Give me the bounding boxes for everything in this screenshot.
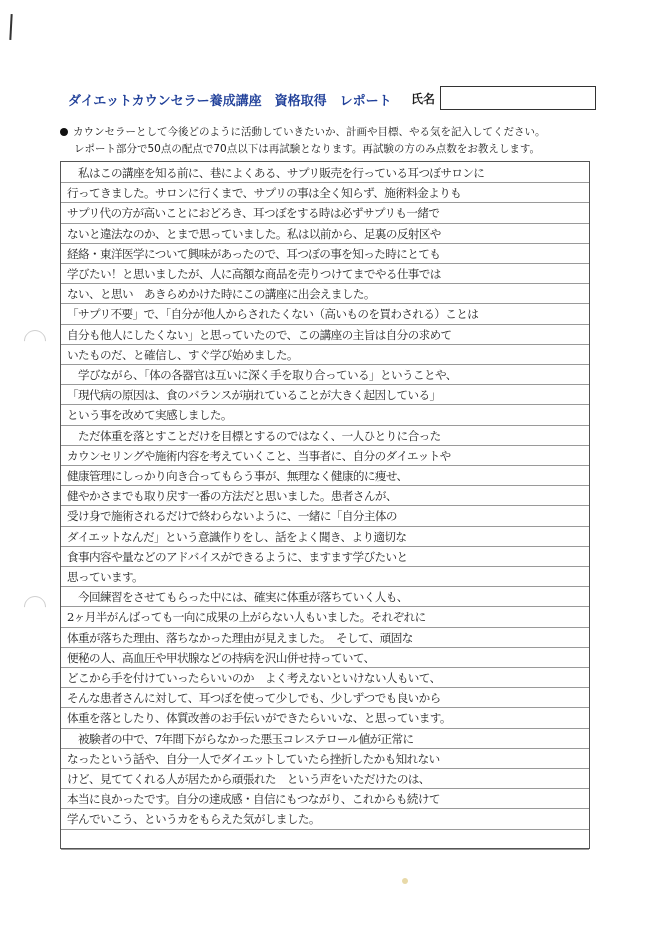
report-line: 自分も他人にしたくない」と思っていたので、この講座の主旨は自分の求めて bbox=[67, 327, 452, 342]
ruled-line bbox=[61, 829, 589, 830]
report-line: ダイエットなんだ」という意識作りをし、話をよく聞き、より適切な bbox=[67, 529, 407, 544]
report-line: そんな患者さんに対して、耳つぼを使って少しでも、少しずつでも良いから bbox=[67, 691, 441, 706]
report-line: 便秘の人、高血圧や甲状腺などの持病を沢山併せ持っていて、 bbox=[67, 650, 375, 665]
ruled-line bbox=[61, 485, 589, 486]
ruled-line bbox=[61, 687, 589, 688]
report-line: 思っています。 bbox=[67, 570, 144, 584]
report-line: ないと違法なのか、とまで思っていました。私は以前から、足裏の反射区や bbox=[67, 226, 441, 241]
name-field[interactable] bbox=[440, 86, 596, 110]
report-header bbox=[68, 86, 598, 114]
ruled-line bbox=[61, 627, 589, 628]
report-line: 健やかさまでも取り戻す一番の方法だと思いました。患者さんが、 bbox=[67, 489, 397, 504]
report-line: 学んでいこう、というカをもらえた気がしました。 bbox=[67, 812, 320, 827]
report-line: ない、と思い あきらめかけた時にこの講座に出会えました。 bbox=[67, 287, 375, 302]
report-line: なったという話や、自分一人でダイエットしていたら挫折したかも知れない bbox=[67, 751, 440, 766]
report-line: 行ってきました。サロンに行くまで、サプリの事は全く知らず、施術料金よりも bbox=[67, 186, 462, 201]
punch-hole-top bbox=[19, 325, 50, 356]
report-line: 食事内容や量などのアドバイスができるように、ますます学びたいと bbox=[67, 549, 408, 564]
ruled-line bbox=[61, 243, 589, 244]
ruled-line bbox=[61, 283, 589, 284]
ruled-line bbox=[61, 182, 589, 183]
instructions-line-1 bbox=[60, 124, 620, 141]
report-line: 本当に良かったです。自分の達成感・自信にもつながり、これからも続けて bbox=[67, 792, 440, 807]
punch-hole-bottom bbox=[19, 591, 50, 622]
ruled-line bbox=[61, 606, 589, 607]
ruled-line bbox=[61, 303, 589, 304]
report-line: 被験者の中で、7年間下がらなかった悪玉コレステロール値が正常に bbox=[67, 731, 414, 746]
report-line: ただ体重を落とすことだけを目標とするのではなく、一人ひとりに合った bbox=[67, 428, 441, 443]
ruled-line bbox=[61, 364, 589, 365]
ruled-line bbox=[61, 384, 589, 385]
ruled-line bbox=[61, 566, 589, 567]
ruled-line bbox=[61, 667, 589, 668]
report-line: という事を改めて実感しました。 bbox=[67, 408, 232, 423]
report-line: どこから手を付けていったらいいのか よく考えないといけない人もいて、 bbox=[67, 671, 441, 685]
report-line: けど、見ててくれる人が居たから頑張れた という声をいただけたのは、 bbox=[67, 772, 430, 786]
ruled-line bbox=[61, 768, 589, 769]
report-line: 受け身で施術されるだけで終わらないように、一緒に「自分主体の bbox=[67, 509, 397, 524]
report-line: カウンセリングや施術内容を考えていくこと、当事者に、自分のダイエットや bbox=[67, 448, 451, 463]
ruled-line bbox=[61, 505, 589, 506]
ruled-line bbox=[61, 404, 589, 405]
ruled-line bbox=[61, 445, 589, 446]
ruled-line bbox=[61, 728, 589, 729]
instructions-text-1: カウンセラーとして今後どのように活動していきたいか、計画や目標、やる気を記入してください。 bbox=[73, 126, 546, 138]
ruled-line bbox=[61, 425, 589, 426]
report-line: いたものだ、と確信し、すぐ学び始めました。 bbox=[67, 347, 298, 362]
ruled-line bbox=[61, 324, 589, 325]
ruled-line bbox=[61, 788, 589, 789]
report-line: 「サプリ不要」で、「自分が他人からされたくない（高いものを買わされる）ことは bbox=[67, 307, 479, 322]
report-line: 今回練習をさせてもらった中には、確実に体重が落ちていく人も、 bbox=[67, 590, 408, 605]
ruled-line bbox=[61, 223, 589, 224]
report-writing-area[interactable] bbox=[60, 161, 590, 849]
ruled-line bbox=[61, 546, 589, 547]
report-line: 私はこの講座を知る前に、巷によくある、サプリ販売を行っている耳つぼサロンに bbox=[67, 166, 485, 180]
instructions bbox=[60, 124, 620, 158]
instructions-line-2: レポート部分で50点の配点で70点以下は再試験となります。再試験の方のみ点数をお教えします。 bbox=[74, 143, 541, 155]
ruled-line bbox=[61, 586, 589, 587]
ruled-line bbox=[61, 202, 589, 203]
paper-stain bbox=[402, 878, 408, 884]
report-line: 経絡・東洋医学について興味があったので、耳つぼの事を知った時にとても bbox=[67, 246, 441, 261]
report-title: ダイエットカウンセラー養成講座 資格取得 レポート bbox=[68, 94, 392, 109]
report-line: 学びたい！と思いましたが、人に高額な商品を売りつけてまでやる仕事では bbox=[67, 267, 441, 281]
name-label: 氏名 bbox=[411, 92, 436, 106]
report-line: 体重を落としたり、体質改善のお手伝いができたらいいな、と思っています。 bbox=[67, 711, 451, 726]
corner-mark bbox=[9, 14, 12, 40]
ruled-line bbox=[61, 526, 589, 527]
report-line: 「現代病の原因は、食のバランスが崩れていることが大きく起因している」 bbox=[67, 388, 441, 403]
report-line: サプリ代の方が高いことにおどろき、耳つぼをする時は必ずサプリも一緒で bbox=[67, 206, 440, 221]
report-line: 2ヶ月半がんばっても一向に成果の上がらない人もいました。それぞれに bbox=[67, 610, 426, 625]
report-line: 健康管理にしっかり向き合ってもらう事が、無理なく健康的に痩せ、 bbox=[67, 469, 408, 483]
ruled-line bbox=[61, 344, 589, 345]
ruled-line bbox=[61, 647, 589, 648]
ruled-line bbox=[61, 707, 589, 708]
ruled-line bbox=[61, 263, 589, 264]
bullet-icon bbox=[60, 128, 68, 136]
ruled-line bbox=[61, 808, 589, 809]
ruled-line bbox=[61, 849, 589, 850]
ruled-line bbox=[61, 748, 589, 749]
report-line: 学びながら、「体の各器官は互いに深く手を取り合っている」ということや、 bbox=[67, 368, 457, 382]
report-line: 体重が落ちた理由、落ちなかった理由が見えました。 そして、頑固な bbox=[67, 630, 413, 645]
ruled-line bbox=[61, 465, 589, 466]
